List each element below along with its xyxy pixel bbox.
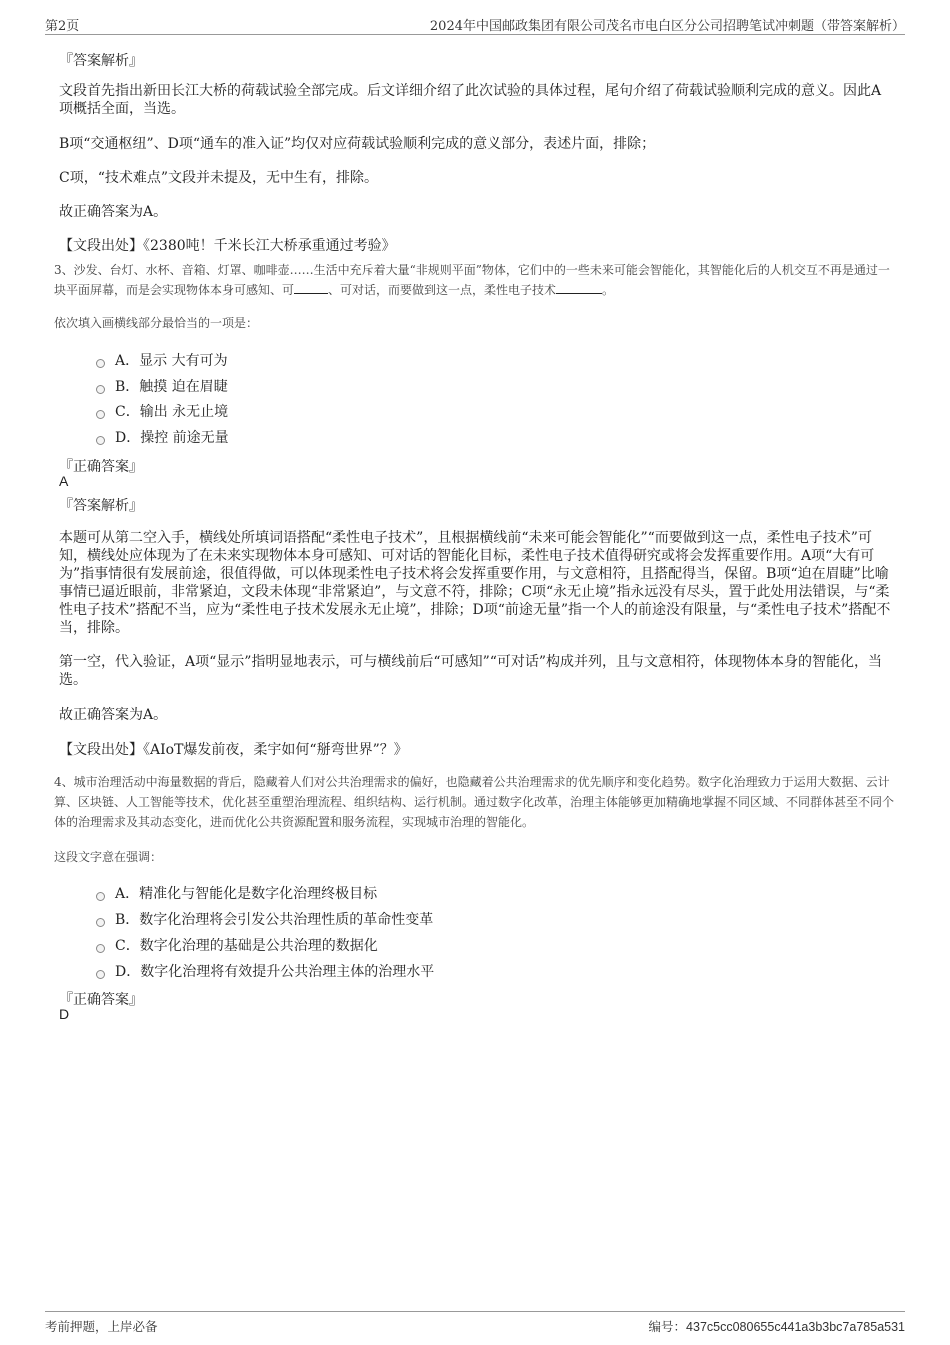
option-a[interactable]: A．精准化与智能化是数字化治理终极目标	[96, 883, 377, 903]
radio-icon[interactable]	[96, 436, 105, 445]
answer-conclusion: 故正确答案为A。	[59, 707, 168, 723]
source-citation: 【文段出处】《AIoT爆发前夜，柔宇如何“掰弯世界”？》	[59, 742, 408, 758]
document-id: 编号：437c5cc080655c441a3b3bc7a785a531	[648, 1319, 905, 1334]
document-title: 2024年中国邮政集团有限公司茂名市电白区分公司招聘笔试冲刺题（带答案解析）	[429, 19, 905, 34]
radio-icon[interactable]	[96, 410, 105, 419]
analysis-paragraph: 文段首先指出新田长江大桥的荷载试验全部完成。后文详细介绍了此次试验的具体过程，尾句介绍了荷载试验顺利完成的意义。因此A项概括全面，当选。	[59, 83, 882, 117]
radio-icon[interactable]	[96, 892, 105, 901]
radio-icon[interactable]	[96, 970, 105, 979]
correct-answer: D	[59, 1006, 70, 1022]
option-b[interactable]: B．数字化治理将会引发公共治理性质的革命性变革	[96, 909, 433, 929]
option-c[interactable]: C．数字化治理的基础是公共治理的数据化	[96, 935, 378, 955]
radio-icon[interactable]	[96, 385, 105, 394]
option-d[interactable]: D．操控 前途无量	[96, 427, 229, 447]
question-stem: 3、沙发、台灯、水杯、音箱、灯罩、咖啡壶……生活中充斥着大量“非规则平面”物体，它们中的一些未来可能会智能化，其智能化后的人机交互不再是通过一块平面屏幕，而是会实现物体本身可感知、可 、可对话，而要做到这一点，柔性电子技术 。	[54, 263, 890, 297]
option-c[interactable]: C．输出 永无止境	[96, 401, 228, 421]
correct-answer-label: 『正确答案』	[59, 992, 143, 1008]
radio-icon[interactable]	[96, 918, 105, 927]
radio-icon[interactable]	[96, 359, 105, 368]
fill-blank	[294, 281, 328, 294]
analysis-paragraph: 第一空，代入验证，A项“显示”指明显地表示，可与横线前后“可感知”“可对话”构成并列，且与文意相符，体现物体本身的智能化，当选。	[59, 654, 883, 688]
question-instruction: 这段文字意在强调：	[54, 850, 163, 864]
answer-conclusion: 故正确答案为A。	[59, 204, 168, 220]
fill-blank	[556, 281, 602, 294]
correct-answer: A	[59, 473, 69, 489]
page-header	[45, 14, 905, 35]
option-d[interactable]: D．数字化治理将有效提升公共治理主体的治理水平	[96, 961, 434, 981]
page-number: 第2页	[45, 19, 80, 34]
footer-slogan: 考前押题，上岸必备	[45, 1319, 158, 1334]
page-footer	[45, 1311, 905, 1336]
analysis-paragraph: C项，“技术难点”文段并未提及，无中生有，排除。	[59, 170, 379, 186]
radio-icon[interactable]	[96, 944, 105, 953]
question-stem: 4、城市治理活动中海量数据的背后，隐藏着人们对公共治理需求的偏好，也隐藏着公共治理需求的优先顺序和变化趋势。数字化治理致力于运用大数据、云计算、区块链、人工智能等技术，优化甚至重塑治理流程、组织结构、运行机制。通过数字化改革，治理主体能够更加精确地掌握不同区域、不同群体甚至不同个体的治理需求及其动态变化，进而优化公共资源配置和服务流程，实现城市治理的智能化。	[54, 775, 895, 829]
option-a[interactable]: A．显示 大有可为	[96, 350, 228, 370]
analysis-paragraph: B项“交通枢纽”、D项“通车的准入证”均仅对应荷载试验顺利完成的意义部分，表述片面，排除；	[59, 136, 656, 152]
analysis-label: 『答案解析』	[59, 498, 143, 514]
question-instruction: 依次填入画横线部分最恰当的一项是：	[54, 316, 259, 330]
source-citation: 【文段出处】《2380吨！千米长江大桥承重通过考验》	[59, 238, 396, 254]
analysis-paragraph: 本题可从第二空入手，横线处所填词语搭配“柔性电子技术”，且根据横线前“未来可能会智能化”“而要做到这一点，柔性电子技术”可知，横线处应体现为了在未来实现物体本身可感知、可对话的智能化目标，柔性电子技术值得研究或将会发挥重要作用。A项“大有可为”指事情很有发展前途，很值得做，可以体现柔性电子技术将会发挥重要作用，与文意相符，且搭配得当，保留。B项“迫在眉睫”比喻事情已逼近眼前，非常紧迫，文段未体现“非常紧迫”，与文意不符，排除；C项“永无止境”指永远没有尽头，置于此处用法错误，与“柔性电子技术”搭配不当，应为“柔性电子技术发展永无止境”，排除；D项“前途无量”指一个人的前途没有限量，与“柔性电子技术”搭配不当，排除。	[59, 530, 891, 636]
analysis-label: 『答案解析』	[59, 53, 143, 69]
correct-answer-label: 『正确答案』	[59, 459, 143, 475]
option-b[interactable]: B．触摸 迫在眉睫	[96, 376, 228, 396]
